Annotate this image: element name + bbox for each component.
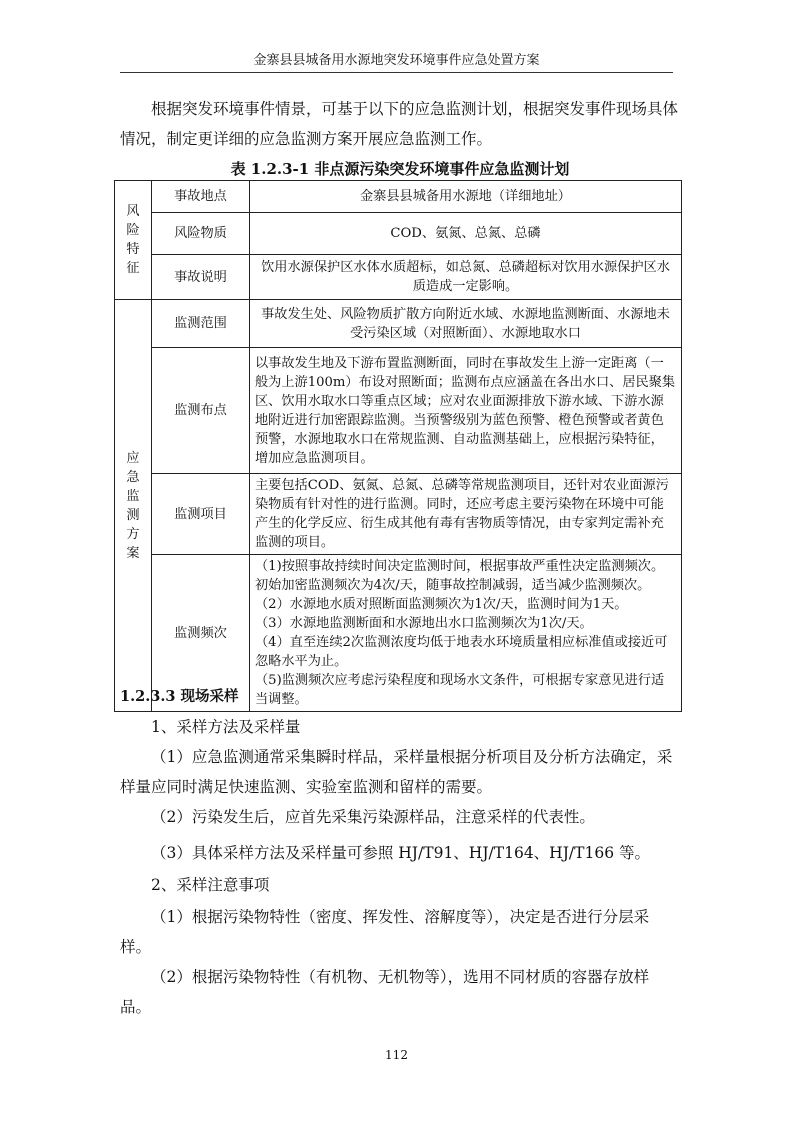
table-row	[115, 474, 682, 555]
frequency-item: （5)监测频次应考虑污染程度和现场水文条件，可根据专家意见进行适当调整。	[255, 673, 665, 707]
frequency-item: （1)按照事故持续时间决定监测时间，根据事故严重性决定监测频次。初始加密监测频次为4次/天，随事故控制减弱，适当减少监测频次。	[255, 559, 665, 593]
row-value: 金寨县县城备用水源地（详细地址）	[250, 181, 682, 213]
row-label: 监测项目	[152, 474, 250, 555]
row-value: 以事故发生地及下游布置监测断面，同时在事故发生上游一定距离（一般为上游100m）布设对照断面；监测布点应涵盖在各出水口、居民聚集区、饮用水取水口等重点区域；应对农业面源排放下游水域、下游水源地附近进行加密跟踪监测。当预警级别为蓝色预警、橙色预警或者黄色预警，水源地取水口在常规监测、自动监测基础上，应根据污染特征，增加应急监测项目。	[250, 348, 682, 474]
page-header: 金寨县县城备用水源地突发环境事件应急处置方案	[253, 53, 540, 68]
paragraph: （1）应急监测通常采集瞬时样品，采样量根据分析项目及分析方法确定，采样量应同时满足快速监测、实验室监测和留样的需要。	[120, 748, 673, 796]
row-label: 事故说明	[152, 255, 250, 300]
row-label: 事故地点	[152, 181, 250, 213]
table-row	[115, 255, 682, 300]
row-label: 监测范围	[152, 300, 250, 348]
intro-paragraph: 根据突发环境事件情景，可基于以下的应急监测计划，根据突发事件现场具体情况，制定更详细的应急监测方案开展应急监测工作。	[120, 100, 679, 148]
frequency-list	[250, 555, 682, 712]
risk-category-label: 风险特征	[126, 204, 140, 276]
subheading-sampling-notes: 2、采样注意事项	[151, 876, 270, 894]
row-label: 监测频次	[152, 555, 250, 712]
table-caption: 表 1.2.3-1 非点源污染突发环境事件应急监测计划	[230, 160, 570, 178]
risk-category-cell	[115, 181, 152, 300]
table-row	[115, 300, 682, 348]
page-number: 112	[385, 1048, 408, 1062]
monitoring-plan-table	[114, 180, 682, 712]
section-heading: 1.2.3.3 现场采样	[120, 688, 239, 705]
row-label: 监测布点	[152, 348, 250, 474]
row-label: 风险物质	[152, 213, 250, 255]
row-value: 主要包括COD、氨氮、总氮、总磷等常规监测项目，还针对农业面源污染物质有针对性的进行监测。同时，还应考虑主要污染物在环境中可能产生的化学反应、衍生成其他有毒有害物质等情况，由专家判定需补充监测的项目。	[250, 474, 682, 555]
table-row	[115, 348, 682, 474]
plan-category-label: 应急监测方案	[126, 450, 140, 561]
paragraph: （2）根据污染物特性（有机物、无机物等），选用不同材质的容器存放样品。	[120, 968, 650, 1016]
subheading-sampling-method: 1、采样方法及采样量	[151, 718, 301, 736]
table-row	[115, 213, 682, 255]
row-value: COD、氨氮、总氮、总磷	[250, 213, 682, 255]
header-rule	[120, 72, 673, 73]
table-row	[115, 181, 682, 213]
paragraph: （2）污染发生后，应首先采集污染源样品，注意采样的代表性。	[151, 808, 595, 826]
plan-category-cell	[115, 300, 152, 712]
paragraph: （3）具体采样方法及采样量可参照 HJ/T91、HJ/T164、HJ/T166 等。	[151, 844, 650, 862]
paragraph: （1）根据污染物特性（密度、挥发性、溶解度等），决定是否进行分层采样。	[120, 908, 650, 956]
row-value: 事故发生处、风险物质扩散方向附近水域、水源地监测断面、水源地未受污染区域（对照断面）、水源地取水口	[250, 300, 682, 348]
frequency-item: （3）水源地监测断面和水源地出水口监测频次为1次/天。	[255, 616, 593, 631]
frequency-item: （2）水源地水质对照断面监测频次为1次/天，监测时间为1天。	[255, 597, 628, 612]
frequency-item: （4）直至连续2次监测浓度均低于地表水环境质量相应标准值或接近可忽略水平为止。	[255, 635, 668, 669]
row-value: 饮用水源保护区水体水质超标，如总氮、总磷超标对饮用水源保护区水质造成一定影响。	[250, 255, 682, 300]
